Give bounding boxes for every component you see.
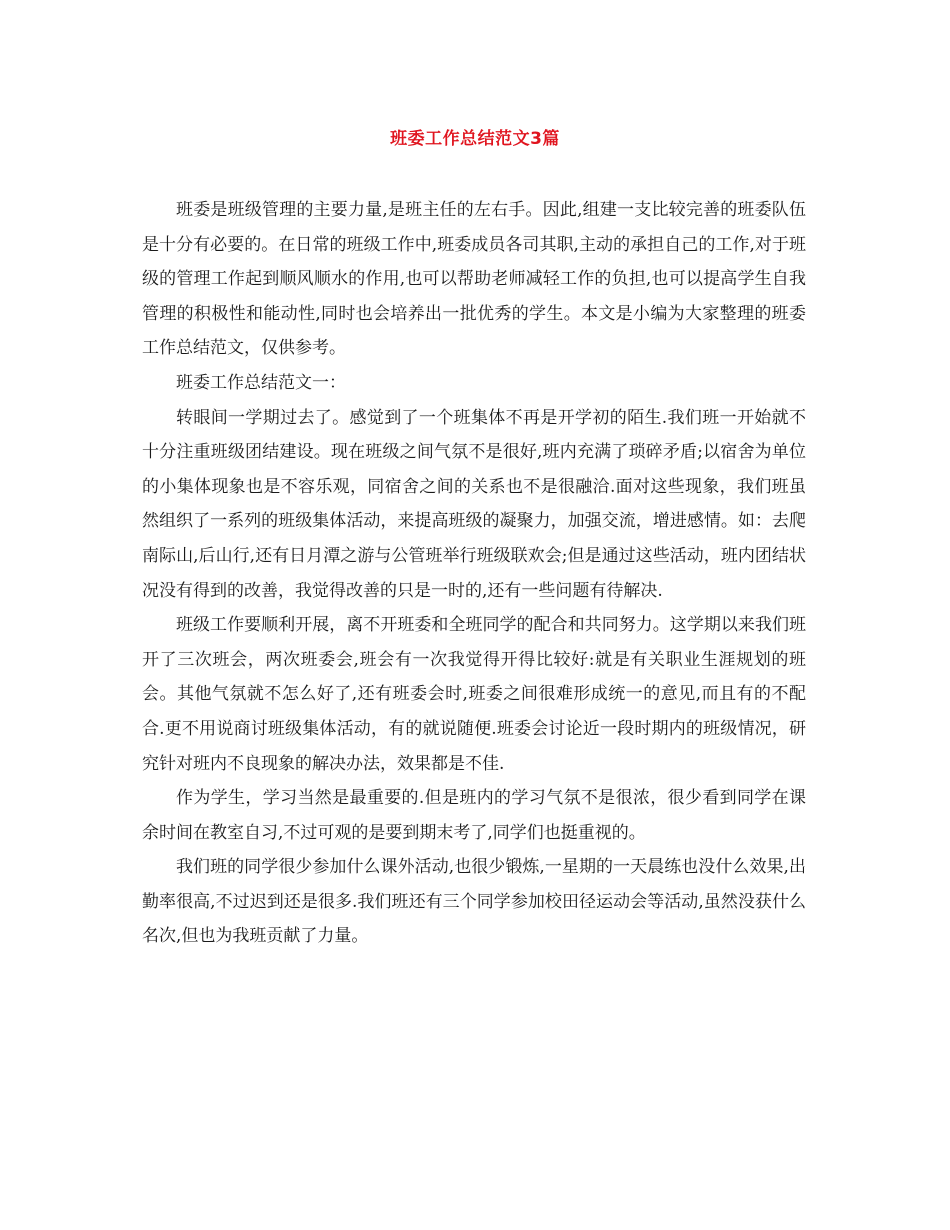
- paragraph-class-work: 班级工作要顺利开展，离不开班委和全班同学的配合和共同努力。这学期以来我们班开了三次班会，两次班委会,班会有一次我觉得开得比较好:就是有关职业生涯规划的班会。其他气氛就不怎么好了,还有班委会时,班委之间很难形成统一的意见,而且有的不配合.更不用说商讨班级集体活动，有的就说随便.班委会讨论近一段时期内的班级情况，研究针对班内不良现象的解决办法，效果都是不佳.: [142, 615, 806, 774]
- paragraph-class-unity: 转眼间一学期过去了。感觉到了一个班集体不再是开学初的陌生.我们班一开始就不十分注重班级团结建设。现在班级之间气氛不是很好,班内充满了琐碎矛盾;以宿舍为单位的小集体现象也是不容乐观，同宿舍之间的关系也不是很融洽.面对这些现象，我们班虽然组织了一系列的班级集体活动，来提高班级的凝聚力，加强交流，增进感情。如：去爬南际山,后山行,还有日月潭之游与公管班举行班级联欢会;但是通过这些活动，班内团结状况没有得到的改善，我觉得改善的只是一时的,还有一些问题有待解决.: [142, 407, 806, 601]
- section-heading-one: 班委工作总结范文一：: [176, 372, 346, 393]
- document-title: 班委工作总结范文3篇: [390, 129, 560, 149]
- paragraph-activities: 我们班的同学很少参加什么课外活动,也很少锻炼,一星期的一天晨练也没什么效果,出勤率很高,不过迟到还是很多.我们班还有三个同学参加校田径运动会等活动,虽然没获什么名次,但也为我班贡献了力量。: [142, 857, 806, 947]
- document-body: [142, 193, 806, 954]
- intro-paragraph: 班委是班级管理的主要力量,是班主任的左右手。因此,组建一支比较完善的班委队伍是十分有必要的。在日常的班级工作中,班委成员各司其职,主动的承担自己的工作,对于班级的管理工作起到顺风顺水的作用,也可以帮助老师减轻工作的负担,也可以提高学生自我管理的积极性和能动性,同时也会培养出一批优秀的学生。本文是小编为大家整理的班委工作总结范文，仅供参考。: [142, 200, 806, 359]
- paragraph-study: 作为学生，学习当然是最重要的.但是班内的学习气氛不是很浓，很少看到同学在课余时间在教室自习,不过可观的是要到期末考了,同学们也挺重视的。: [142, 788, 806, 843]
